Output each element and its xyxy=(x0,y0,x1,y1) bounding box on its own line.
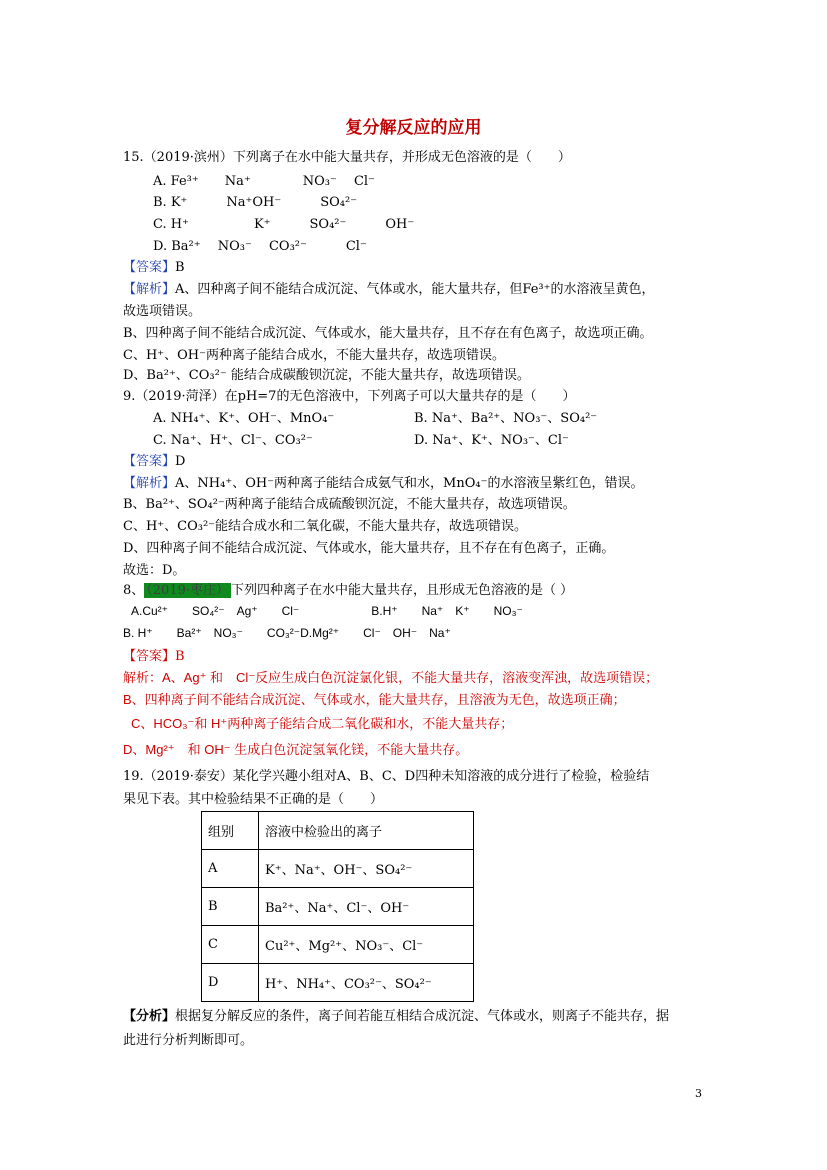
q9-answer xyxy=(123,450,185,469)
table-cell-ions: H⁺、NH₄⁺、CO₃²⁻、SO₄²⁻ xyxy=(259,964,474,1002)
table-cell-ions: Ba²⁺、Na⁺、Cl⁻、OH⁻ xyxy=(259,888,474,926)
q9-option-a: A. NH₄⁺、K⁺、OH⁻、MnO₄⁻ xyxy=(153,411,335,426)
table-cell-ions: Cu²⁺、Mg²⁺、NO₃⁻、Cl⁻ xyxy=(259,926,474,964)
table-row xyxy=(202,888,474,926)
answer-tag: 【答案】 xyxy=(123,454,176,469)
q15-analysis-c: C、H⁺、OH⁻两种离子能结合成水，不能大量共存，故选项错误。 xyxy=(123,348,506,363)
q8-source-highlight: （2019·枣庄） xyxy=(146,583,229,598)
analysis-text: A、NH₄⁺、OH⁻两种离子能结合成氨气和水，MnO₄⁻的水溶液呈紫红色，错误。 xyxy=(175,476,644,491)
q9-analysis-a xyxy=(123,472,643,491)
table-cell-group: D xyxy=(202,964,259,1002)
q9-analysis-c: C、H⁺、CO₃²⁻能结合成水和二氧化碳，不能大量共存，故选项错误。 xyxy=(123,519,528,534)
page-number: 3 xyxy=(695,1087,702,1100)
q9-analysis-b: B、Ba²⁺、SO₄²⁻两种离子能结合成硫酸钡沉淀，不能大量共存，故选项错误。 xyxy=(123,497,576,512)
page-title: 复分解反应的应用 xyxy=(345,118,482,138)
q15-option-b: B. K⁺ Na⁺OH⁻ SO₄²⁻ xyxy=(153,195,358,210)
q15-analysis-a xyxy=(123,278,654,297)
q8-options-row1: A.Cu²⁺ SO₄²⁻ Ag⁺ Cl⁻ B.H⁺ Na⁺ K⁺ NO₃⁻ xyxy=(131,604,523,618)
q8-number: 8、 xyxy=(123,583,145,598)
q8-options-row2: B. H⁺ Ba²⁺ NO₃⁻ CO₃²⁻D.Mg²⁺ Cl⁻ OH⁻ Na⁺ xyxy=(123,626,451,640)
q19-analysis-line1 xyxy=(123,1005,669,1024)
q8-stem xyxy=(123,579,573,598)
table-row xyxy=(202,964,474,1002)
answer-value: B xyxy=(175,260,185,275)
analysis-tag: 【解析】 xyxy=(123,476,176,491)
q15-answer xyxy=(123,256,185,275)
table-cell-group: B xyxy=(202,888,259,926)
table-header-ions: 溶液中检验出的离子 xyxy=(259,812,474,850)
ion-test-table xyxy=(201,811,474,1002)
q19-stem-line1: 19.（2019·泰安）某化学兴趣小组对A、B、C、D四种未知溶液的成分进行了检验，检验结 xyxy=(123,769,650,784)
table-header-row xyxy=(202,812,474,850)
q15-analysis-b: B、四种离子间不能结合成沉淀、气体或水，能大量共存，且不存在有色离子，故选项正确。 xyxy=(123,326,653,341)
q15-option-a: A. Fe³⁺ Na⁺ NO₃⁻ Cl⁻ xyxy=(153,174,375,189)
q15-stem: 15.（2019·滨州）下列离子在水中能大量共存，并形成无色溶液的是（ ） xyxy=(123,150,571,165)
q9-conclusion: 故选：D。 xyxy=(123,563,186,578)
q8-stem-text: 下列四种离子在水中能大量共存，且形成无色溶液的是（ ） xyxy=(231,583,574,598)
q9-stem: 9.（2019·菏泽）在pH=7的无色溶液中，下列离子可以大量共存的是（ ） xyxy=(123,389,576,404)
q15-option-d: D. Ba²⁺ NO₃⁻ CO₃²⁻ Cl⁻ xyxy=(153,239,367,254)
table-cell-group: C xyxy=(202,926,259,964)
analysis-tag: 【解析】 xyxy=(123,282,176,297)
q9-option-c: C. Na⁺、H⁺、Cl⁻、CO₃²⁻ xyxy=(153,433,313,448)
q8-analysis-b: B、四种离子间不能结合成沉淀、气体或水，能大量共存，且溶液为无色，故选项正确； xyxy=(123,692,626,707)
q8-analysis-c: C、HCO₃⁻和 H⁺两种离子能结合成二氧化碳和水，不能大量共存； xyxy=(131,716,514,731)
q15-analysis-a-cont: 故选项错误。 xyxy=(123,304,202,319)
table-row xyxy=(202,926,474,964)
analysis-tag: 【分析】 xyxy=(123,1009,176,1024)
table-cell-ions: K⁺、Na⁺、OH⁻、SO₄²⁻ xyxy=(259,850,474,888)
answer-tag: 【答案】 xyxy=(123,649,176,664)
table-header-group: 组别 xyxy=(202,812,259,850)
q8-answer xyxy=(123,645,185,664)
q9-analysis-d: D、四种离子间不能结合成沉淀、气体或水，能大量共存，且不存在有色离子，正确。 xyxy=(123,541,615,556)
q19-analysis-line2: 此进行分析判断即可。 xyxy=(123,1033,254,1048)
analysis-text: 根据复分解反应的条件，离子间若能互相结合成沉淀、气体或水，则离子不能共存，据 xyxy=(175,1009,670,1024)
q9-option-d: D. Na⁺、K⁺、NO₃⁻、Cl⁻ xyxy=(414,433,569,448)
table-cell-group: A xyxy=(202,850,259,888)
table-row xyxy=(202,850,474,888)
q15-option-c: C. H⁺ K⁺ SO₄²⁻ OH⁻ xyxy=(153,217,415,232)
q19-stem-line2: 果见下表。其中检验结果不正确的是（ ） xyxy=(123,792,384,807)
q15-analysis-d: D、Ba²⁺、CO₃²⁻ 能结合成碳酸钡沉淀，不能大量共存，故选项错误。 xyxy=(123,368,530,383)
answer-value: D xyxy=(175,454,186,469)
answer-value: B xyxy=(175,649,185,664)
q8-analysis-a: 解析：A、Ag⁺ 和 Cl⁻反应生成白色沉淀氯化银，不能大量共存，溶液变浑浊，故选项错误； xyxy=(123,670,659,685)
q9-option-b: B. Na⁺、Ba²⁺、NO₃⁻、SO₄²⁻ xyxy=(414,411,598,426)
q8-analysis-d: D、Mg²⁺ 和 OH⁻ 生成白色沉淀氢氧化镁，不能大量共存。 xyxy=(123,742,469,757)
answer-tag: 【答案】 xyxy=(123,260,176,275)
analysis-text: A、四种离子间不能结合成沉淀、气体或水，能大量共存，但Fe³⁺的水溶液呈黄色， xyxy=(175,282,655,297)
